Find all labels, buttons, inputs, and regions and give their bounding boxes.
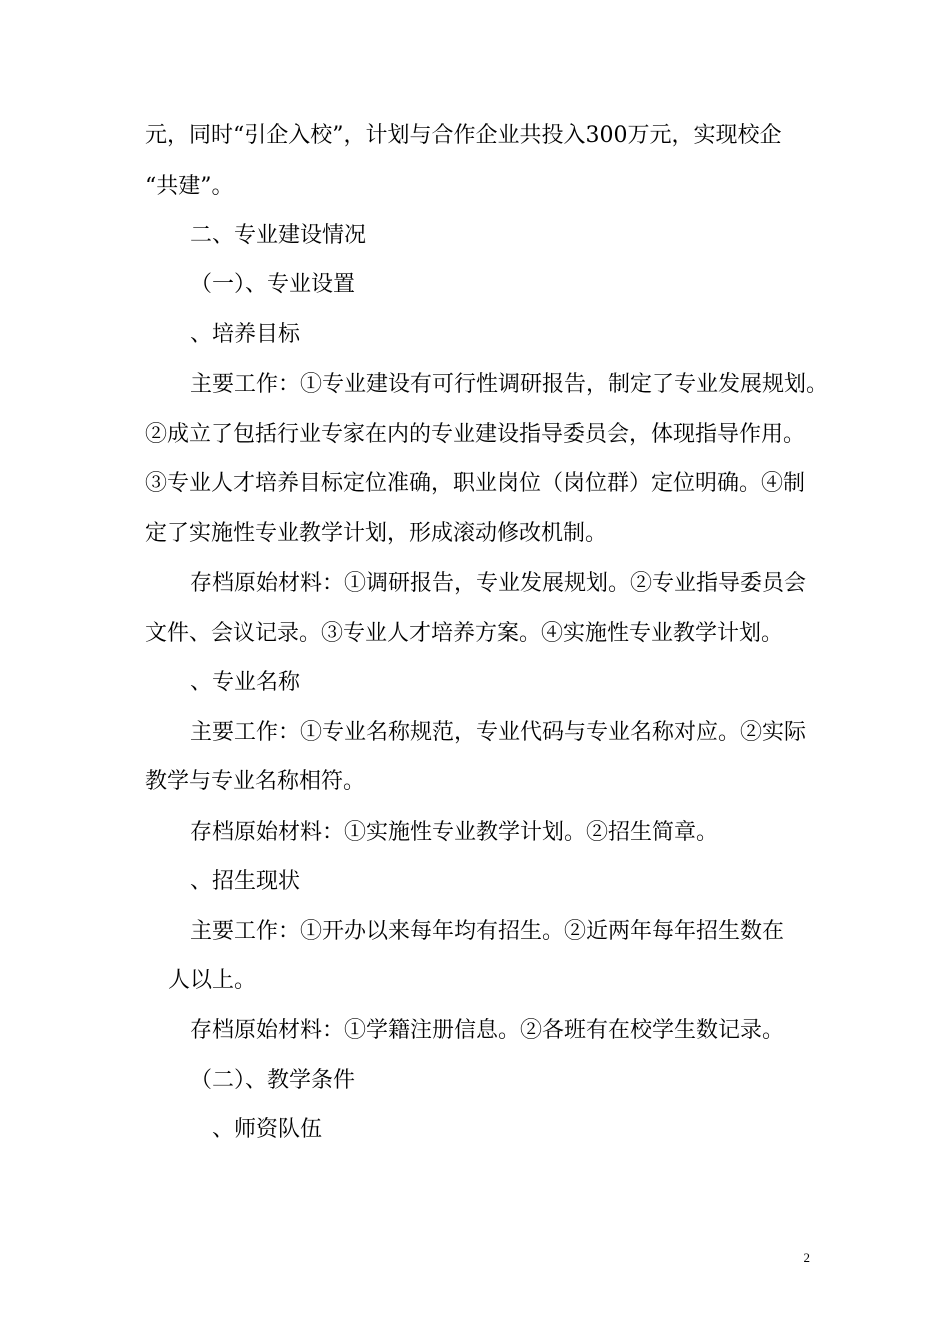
text-line: 元，同时“引企入校”，计划与合作企业共投入300万元，实现校企 (145, 123, 782, 148)
section-heading: 二、专业建设情况 (190, 223, 367, 248)
text-line: 定了实施性专业教学计划，形成滚动修改机制。 (145, 521, 608, 546)
text-line: 人以上。 (168, 968, 257, 993)
text-line: 主要工作：①专业建设有可行性调研报告，制定了专业发展规划。 (190, 372, 829, 397)
page-number: 2 (803, 1250, 810, 1265)
text-line: 存档原始材料：①学籍注册信息。②各班有在校学生数记录。 (190, 1018, 785, 1043)
text-line: “共建”。 (145, 174, 234, 199)
subsection-heading: （一）、专业设置 (190, 272, 356, 297)
text-line: ③专业人才培养目标定位准确，职业岗位（岗位群）定位明确。④制 (145, 471, 806, 496)
item-heading: 、培养目标 (190, 322, 301, 347)
text-line: 存档原始材料：①实施性专业教学计划。②招生简章。 (190, 820, 719, 845)
text-line: 主要工作：①专业名称规范，专业代码与专业名称对应。②实际 (190, 720, 807, 745)
item-heading: 、招生现状 (190, 869, 301, 894)
text-line: 文件、会议记录。③专业人才培养方案。④实施性专业教学计划。 (145, 621, 784, 646)
item-heading: 、专业名称 (190, 670, 301, 695)
text-line: ②成立了包括行业专家在内的专业建设指导委员会，体现指导作用。 (145, 422, 806, 447)
text-line: 教学与专业名称相符。 (145, 769, 366, 794)
text-line: 主要工作：①开办以来每年均有招生。②近两年每年招生数在 (190, 919, 785, 944)
item-heading: 、师资队伍 (212, 1117, 323, 1142)
text-line: 存档原始材料：①调研报告，专业发展规划。②专业指导委员会 (190, 571, 807, 596)
subsection-heading: （二）、教学条件 (190, 1068, 356, 1093)
